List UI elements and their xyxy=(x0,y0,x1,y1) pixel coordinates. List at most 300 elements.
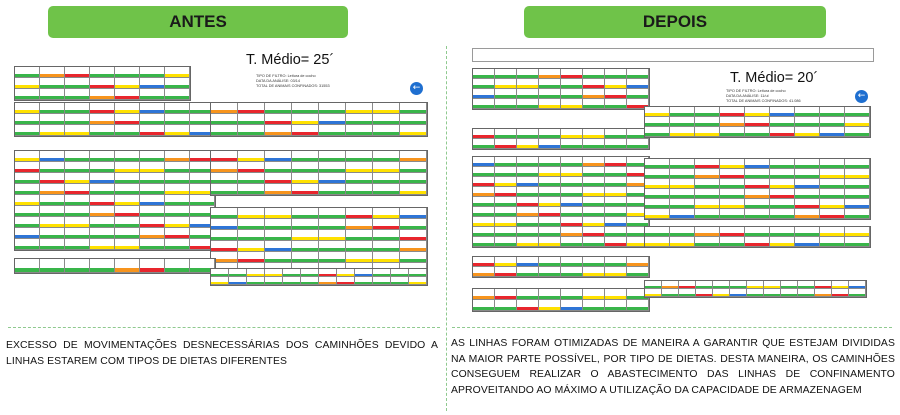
pen-cell[interactable] xyxy=(346,162,373,173)
pen-cell[interactable] xyxy=(495,217,517,227)
pen-cell[interactable] xyxy=(561,99,583,109)
pen-cell[interactable] xyxy=(583,129,605,139)
pen-cell[interactable] xyxy=(627,79,649,89)
pen-cell[interactable] xyxy=(795,199,820,209)
pen-cell[interactable] xyxy=(820,127,845,137)
pen-cell[interactable] xyxy=(561,177,583,187)
pen-cell[interactable] xyxy=(627,69,649,79)
pen-cell[interactable] xyxy=(583,257,605,267)
pen-cell[interactable] xyxy=(140,89,165,100)
pen-cell[interactable] xyxy=(627,267,649,277)
pen-cell[interactable] xyxy=(517,207,539,217)
pen-cell[interactable] xyxy=(561,217,583,227)
pen-cell[interactable] xyxy=(65,217,90,228)
pen-cell[interactable] xyxy=(539,129,561,139)
pen-cell[interactable] xyxy=(645,199,670,209)
pen-cell[interactable] xyxy=(90,206,115,217)
pen-cell[interactable] xyxy=(583,177,605,187)
pen-cell[interactable] xyxy=(473,79,495,89)
pen-cell[interactable] xyxy=(517,167,539,177)
pen-cell[interactable] xyxy=(605,89,627,99)
pen-cell[interactable] xyxy=(319,219,346,230)
pen-cell[interactable] xyxy=(583,69,605,79)
pen-cell[interactable] xyxy=(165,151,190,162)
pen-cell[interactable] xyxy=(679,281,696,289)
pen-cell[interactable] xyxy=(495,177,517,187)
pen-cell[interactable] xyxy=(832,289,849,297)
pen-cell[interactable] xyxy=(65,89,90,100)
pen-cell[interactable] xyxy=(265,252,292,263)
pen-cell[interactable] xyxy=(645,117,670,127)
pen-cell[interactable] xyxy=(373,125,400,136)
pen-cell[interactable] xyxy=(645,237,670,247)
pen-cell[interactable] xyxy=(211,184,238,195)
pen-cell[interactable] xyxy=(605,207,627,217)
pen-cell[interactable] xyxy=(40,217,65,228)
pen-cell[interactable] xyxy=(645,281,662,289)
pen-cell[interactable] xyxy=(319,114,346,125)
pen-cell[interactable] xyxy=(90,162,115,173)
pen-cell[interactable] xyxy=(539,289,561,300)
pen-cell[interactable] xyxy=(605,300,627,311)
pen-cell[interactable] xyxy=(373,173,400,184)
pen-cell[interactable] xyxy=(695,209,720,219)
pen-cell[interactable] xyxy=(695,237,720,247)
pen-cell[interactable] xyxy=(400,151,427,162)
pen-cell[interactable] xyxy=(473,167,495,177)
pen-cell[interactable] xyxy=(409,269,427,277)
pen-cell[interactable] xyxy=(211,277,229,285)
pen-cell[interactable] xyxy=(561,129,583,139)
pen-cell[interactable] xyxy=(283,269,301,277)
pen-cell[interactable] xyxy=(770,127,795,137)
pen-cell[interactable] xyxy=(539,207,561,217)
pen-cell[interactable] xyxy=(373,151,400,162)
pen-cell[interactable] xyxy=(140,173,165,184)
pen-cell[interactable] xyxy=(745,237,770,247)
pen-cell[interactable] xyxy=(265,269,283,277)
pen-cell[interactable] xyxy=(473,227,495,237)
pen-cell[interactable] xyxy=(238,241,265,252)
pen-cell[interactable] xyxy=(40,67,65,78)
pen-cell[interactable] xyxy=(140,151,165,162)
pen-cell[interactable] xyxy=(373,219,400,230)
pen-cell[interactable] xyxy=(238,252,265,263)
pen-cell[interactable] xyxy=(820,237,845,247)
pen-cell[interactable] xyxy=(670,169,695,179)
pen-cell[interactable] xyxy=(605,187,627,197)
pen-cell[interactable] xyxy=(65,228,90,239)
pen-cell[interactable] xyxy=(391,277,409,285)
pen-cell[interactable] xyxy=(140,184,165,195)
pen-cell[interactable] xyxy=(517,129,539,139)
pen-cell[interactable] xyxy=(15,184,40,195)
pen-cell[interactable] xyxy=(65,114,90,125)
pen-cell[interactable] xyxy=(292,114,319,125)
pen-cell[interactable] xyxy=(583,167,605,177)
pen-cell[interactable] xyxy=(495,197,517,207)
pen-cell[interactable] xyxy=(165,162,190,173)
pen-cell[interactable] xyxy=(781,281,798,289)
pen-cell[interactable] xyxy=(473,197,495,207)
pen-cell[interactable] xyxy=(140,195,165,206)
pen-cell[interactable] xyxy=(265,125,292,136)
pen-cell[interactable] xyxy=(140,239,165,250)
pen-cell[interactable] xyxy=(165,103,190,114)
pen-cell[interactable] xyxy=(605,177,627,187)
pen-cell[interactable] xyxy=(561,227,583,237)
pen-cell[interactable] xyxy=(373,269,391,277)
pen-cell[interactable] xyxy=(115,173,140,184)
pen-cell[interactable] xyxy=(745,189,770,199)
pen-cell[interactable] xyxy=(539,197,561,207)
pen-cell[interactable] xyxy=(561,157,583,167)
pen-cell[interactable] xyxy=(539,139,561,149)
pen-cell[interactable] xyxy=(115,228,140,239)
pen-cell[interactable] xyxy=(832,281,849,289)
pen-cell[interactable] xyxy=(292,241,319,252)
pen-cell[interactable] xyxy=(15,228,40,239)
pen-cell[interactable] xyxy=(745,159,770,169)
pen-cell[interactable] xyxy=(583,217,605,227)
pen-cell[interactable] xyxy=(745,117,770,127)
pen-cell[interactable] xyxy=(495,227,517,237)
pen-cell[interactable] xyxy=(90,125,115,136)
pen-cell[interactable] xyxy=(473,99,495,109)
pen-cell[interactable] xyxy=(517,217,539,227)
pen-cell[interactable] xyxy=(238,173,265,184)
pen-cell[interactable] xyxy=(211,114,238,125)
pen-cell[interactable] xyxy=(473,217,495,227)
pen-cell[interactable] xyxy=(65,78,90,89)
pen-cell[interactable] xyxy=(473,267,495,277)
pen-cell[interactable] xyxy=(65,239,90,250)
pen-cell[interactable] xyxy=(539,257,561,267)
pen-cell[interactable] xyxy=(820,117,845,127)
pen-cell[interactable] xyxy=(355,269,373,277)
pen-cell[interactable] xyxy=(670,159,695,169)
pen-cell[interactable] xyxy=(400,184,427,195)
pen-cell[interactable] xyxy=(473,300,495,311)
pen-cell[interactable] xyxy=(140,78,165,89)
pen-cell[interactable] xyxy=(795,179,820,189)
pen-cell[interactable] xyxy=(211,162,238,173)
pen-cell[interactable] xyxy=(165,78,190,89)
pen-cell[interactable] xyxy=(211,241,238,252)
pen-cell[interactable] xyxy=(373,230,400,241)
pen-cell[interactable] xyxy=(165,217,190,228)
pen-cell[interactable] xyxy=(319,103,346,114)
pen-cell[interactable] xyxy=(561,167,583,177)
pen-cell[interactable] xyxy=(265,114,292,125)
pen-cell[interactable] xyxy=(373,252,400,263)
pen-cell[interactable] xyxy=(820,169,845,179)
pen-cell[interactable] xyxy=(845,159,870,169)
pen-cell[interactable] xyxy=(40,78,65,89)
pen-cell[interactable] xyxy=(473,69,495,79)
pen-cell[interactable] xyxy=(115,89,140,100)
pen-cell[interactable] xyxy=(561,197,583,207)
pen-cell[interactable] xyxy=(400,219,427,230)
pen-cell[interactable] xyxy=(346,241,373,252)
pen-cell[interactable] xyxy=(346,173,373,184)
pen-cell[interactable] xyxy=(115,125,140,136)
pen-cell[interactable] xyxy=(845,189,870,199)
pen-cell[interactable] xyxy=(115,206,140,217)
pen-cell[interactable] xyxy=(695,117,720,127)
pen-cell[interactable] xyxy=(238,151,265,162)
pen-cell[interactable] xyxy=(770,107,795,117)
pen-cell[interactable] xyxy=(645,127,670,137)
pen-cell[interactable] xyxy=(583,99,605,109)
pen-cell[interactable] xyxy=(319,151,346,162)
pen-cell[interactable] xyxy=(605,227,627,237)
pen-cell[interactable] xyxy=(15,67,40,78)
pen-cell[interactable] xyxy=(319,184,346,195)
pen-cell[interactable] xyxy=(695,159,720,169)
pen-cell[interactable] xyxy=(845,107,870,117)
pen-cell[interactable] xyxy=(845,237,870,247)
pen-cell[interactable] xyxy=(795,169,820,179)
pen-cell[interactable] xyxy=(65,103,90,114)
pen-cell[interactable] xyxy=(770,189,795,199)
pen-cell[interactable] xyxy=(238,114,265,125)
pen-cell[interactable] xyxy=(764,281,781,289)
pen-cell[interactable] xyxy=(539,237,561,247)
pen-cell[interactable] xyxy=(670,237,695,247)
pen-cell[interactable] xyxy=(815,281,832,289)
pen-cell[interactable] xyxy=(605,99,627,109)
pen-cell[interactable] xyxy=(90,173,115,184)
pen-cell[interactable] xyxy=(391,269,409,277)
pen-cell[interactable] xyxy=(517,300,539,311)
pen-cell[interactable] xyxy=(770,209,795,219)
pen-cell[interactable] xyxy=(346,125,373,136)
pen-cell[interactable] xyxy=(645,189,670,199)
pen-cell[interactable] xyxy=(292,252,319,263)
pen-cell[interactable] xyxy=(670,127,695,137)
pen-cell[interactable] xyxy=(517,89,539,99)
pen-cell[interactable] xyxy=(140,114,165,125)
pen-cell[interactable] xyxy=(373,277,391,285)
pen-cell[interactable] xyxy=(495,289,517,300)
pen-cell[interactable] xyxy=(65,173,90,184)
pen-cell[interactable] xyxy=(473,237,495,247)
pen-cell[interactable] xyxy=(140,228,165,239)
pen-cell[interactable] xyxy=(301,269,319,277)
pen-cell[interactable] xyxy=(211,269,229,277)
pen-cell[interactable] xyxy=(720,107,745,117)
pen-cell[interactable] xyxy=(720,159,745,169)
pen-cell[interactable] xyxy=(140,217,165,228)
pen-cell[interactable] xyxy=(670,209,695,219)
pen-cell[interactable] xyxy=(40,89,65,100)
pen-cell[interactable] xyxy=(539,187,561,197)
pen-cell[interactable] xyxy=(605,69,627,79)
pen-cell[interactable] xyxy=(346,184,373,195)
pen-cell[interactable] xyxy=(346,208,373,219)
pen-cell[interactable] xyxy=(165,228,190,239)
pen-cell[interactable] xyxy=(845,179,870,189)
pen-cell[interactable] xyxy=(40,195,65,206)
pen-cell[interactable] xyxy=(265,103,292,114)
pen-cell[interactable] xyxy=(561,187,583,197)
pen-cell[interactable] xyxy=(770,237,795,247)
pen-cell[interactable] xyxy=(798,281,815,289)
pen-cell[interactable] xyxy=(583,237,605,247)
pen-cell[interactable] xyxy=(517,157,539,167)
pen-cell[interactable] xyxy=(720,209,745,219)
pen-cell[interactable] xyxy=(473,89,495,99)
pen-cell[interactable] xyxy=(561,79,583,89)
pen-cell[interactable] xyxy=(770,169,795,179)
pen-cell[interactable] xyxy=(265,162,292,173)
pen-cell[interactable] xyxy=(165,184,190,195)
pen-cell[interactable] xyxy=(15,206,40,217)
pen-cell[interactable] xyxy=(845,209,870,219)
pen-cell[interactable] xyxy=(745,127,770,137)
pen-cell[interactable] xyxy=(495,167,517,177)
pen-cell[interactable] xyxy=(15,162,40,173)
arrow-left-icon[interactable]: ← xyxy=(855,90,868,103)
pen-cell[interactable] xyxy=(265,241,292,252)
pen-cell[interactable] xyxy=(845,117,870,127)
pen-cell[interactable] xyxy=(292,184,319,195)
pen-cell[interactable] xyxy=(65,259,90,273)
pen-cell[interactable] xyxy=(346,151,373,162)
pen-cell[interactable] xyxy=(90,103,115,114)
pen-cell[interactable] xyxy=(373,103,400,114)
pen-cell[interactable] xyxy=(211,125,238,136)
pen-cell[interactable] xyxy=(845,199,870,209)
pen-cell[interactable] xyxy=(292,173,319,184)
pen-cell[interactable] xyxy=(140,206,165,217)
pen-cell[interactable] xyxy=(319,269,337,277)
pen-cell[interactable] xyxy=(495,99,517,109)
pen-cell[interactable] xyxy=(373,162,400,173)
pen-cell[interactable] xyxy=(238,125,265,136)
pen-cell[interactable] xyxy=(115,162,140,173)
pen-cell[interactable] xyxy=(65,195,90,206)
pen-cell[interactable] xyxy=(583,197,605,207)
pen-cell[interactable] xyxy=(645,169,670,179)
pen-cell[interactable] xyxy=(373,114,400,125)
pen-cell[interactable] xyxy=(561,207,583,217)
pen-cell[interactable] xyxy=(473,289,495,300)
pen-cell[interactable] xyxy=(605,267,627,277)
pen-cell[interactable] xyxy=(15,259,40,273)
pen-cell[interactable] xyxy=(696,281,713,289)
pen-cell[interactable] xyxy=(645,209,670,219)
pen-cell[interactable] xyxy=(605,129,627,139)
pen-cell[interactable] xyxy=(301,277,319,285)
pen-cell[interactable] xyxy=(40,125,65,136)
pen-cell[interactable] xyxy=(238,184,265,195)
pen-cell[interactable] xyxy=(292,230,319,241)
pen-cell[interactable] xyxy=(770,199,795,209)
pen-cell[interactable] xyxy=(40,239,65,250)
pen-cell[interactable] xyxy=(115,103,140,114)
pen-cell[interactable] xyxy=(265,208,292,219)
pen-cell[interactable] xyxy=(517,69,539,79)
pen-cell[interactable] xyxy=(115,151,140,162)
pen-cell[interactable] xyxy=(845,227,870,237)
pen-cell[interactable] xyxy=(662,281,679,289)
pen-cell[interactable] xyxy=(820,107,845,117)
pen-cell[interactable] xyxy=(319,241,346,252)
pen-cell[interactable] xyxy=(583,267,605,277)
pen-cell[interactable] xyxy=(645,179,670,189)
pen-cell[interactable] xyxy=(539,267,561,277)
pen-cell[interactable] xyxy=(40,114,65,125)
pen-cell[interactable] xyxy=(495,79,517,89)
pen-cell[interactable] xyxy=(583,227,605,237)
pen-cell[interactable] xyxy=(670,117,695,127)
pen-cell[interactable] xyxy=(695,199,720,209)
pen-cell[interactable] xyxy=(627,300,649,311)
pen-cell[interactable] xyxy=(90,239,115,250)
pen-cell[interactable] xyxy=(745,179,770,189)
pen-cell[interactable] xyxy=(517,177,539,187)
pen-cell[interactable] xyxy=(15,217,40,228)
pen-cell[interactable] xyxy=(400,252,427,263)
pen-cell[interactable] xyxy=(337,269,355,277)
pen-cell[interactable] xyxy=(820,159,845,169)
pen-cell[interactable] xyxy=(539,177,561,187)
pen-cell[interactable] xyxy=(238,219,265,230)
pen-cell[interactable] xyxy=(292,219,319,230)
pen-cell[interactable] xyxy=(15,173,40,184)
pen-cell[interactable] xyxy=(583,79,605,89)
pen-cell[interactable] xyxy=(238,103,265,114)
pen-cell[interactable] xyxy=(40,151,65,162)
pen-cell[interactable] xyxy=(115,78,140,89)
pen-cell[interactable] xyxy=(90,184,115,195)
pen-cell[interactable] xyxy=(745,199,770,209)
pen-cell[interactable] xyxy=(190,195,215,206)
pen-cell[interactable] xyxy=(517,237,539,247)
pen-cell[interactable] xyxy=(820,199,845,209)
pen-cell[interactable] xyxy=(40,173,65,184)
pen-cell[interactable] xyxy=(517,187,539,197)
pen-cell[interactable] xyxy=(473,157,495,167)
pen-cell[interactable] xyxy=(292,125,319,136)
pen-cell[interactable] xyxy=(517,227,539,237)
pen-cell[interactable] xyxy=(473,207,495,217)
pen-cell[interactable] xyxy=(713,289,730,297)
pen-cell[interactable] xyxy=(539,89,561,99)
pen-cell[interactable] xyxy=(15,78,40,89)
pen-cell[interactable] xyxy=(115,239,140,250)
pen-cell[interactable] xyxy=(583,289,605,300)
pen-cell[interactable] xyxy=(662,289,679,297)
pen-cell[interactable] xyxy=(40,259,65,273)
pen-cell[interactable] xyxy=(265,173,292,184)
pen-cell[interactable] xyxy=(583,139,605,149)
pen-cell[interactable] xyxy=(561,69,583,79)
pen-cell[interactable] xyxy=(539,167,561,177)
pen-cell[interactable] xyxy=(90,217,115,228)
pen-cell[interactable] xyxy=(561,237,583,247)
pen-cell[interactable] xyxy=(845,169,870,179)
pen-cell[interactable] xyxy=(605,237,627,247)
pen-cell[interactable] xyxy=(115,217,140,228)
pen-cell[interactable] xyxy=(695,179,720,189)
pen-cell[interactable] xyxy=(346,230,373,241)
pen-cell[interactable] xyxy=(65,184,90,195)
pen-cell[interactable] xyxy=(65,162,90,173)
pen-cell[interactable] xyxy=(292,208,319,219)
